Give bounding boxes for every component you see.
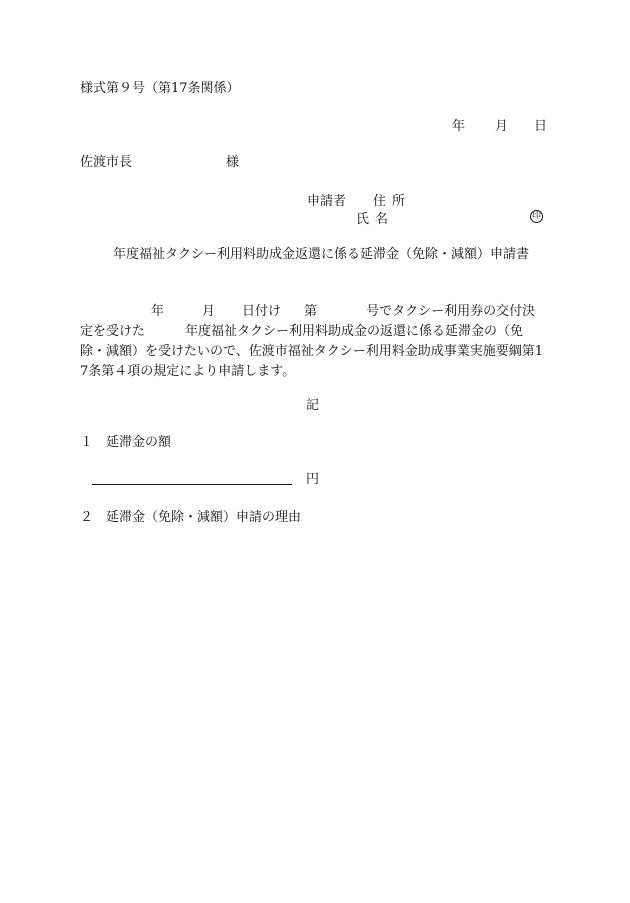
body-line-1-rest: 号でタクシー利用券の交付決 [366, 304, 536, 319]
body-line-3: 除・減額）を受けたいので、佐渡市福祉タクシー利用料金助成事業実施要綱第1 [80, 344, 544, 359]
item-2-number: ２ [80, 510, 94, 525]
body-dai-label: 第 [304, 304, 318, 319]
body-month-label: 月 [202, 304, 216, 319]
body-line-2 [80, 322, 550, 342]
date-day-label: 日 [534, 119, 548, 134]
body-line-2-start: 定を受けた [80, 324, 146, 339]
name-label: 氏名 [356, 212, 395, 227]
ki-heading: 記 [306, 398, 320, 413]
applicant-label: 申請者 [307, 194, 347, 209]
document-title: 年度福祉タクシー利用料助成金返還に係る延滞金（免除・減額）申請書 [113, 247, 530, 262]
body-line-2-rest: 年度福祉タクシー利用料助成金の返還に係る延滞金の（免 [185, 324, 524, 339]
item-2 [80, 511, 301, 524]
body-year-label: 年 [151, 304, 165, 319]
body-day-label: 日付け [242, 304, 282, 319]
body-line-1 [80, 302, 550, 322]
body-paragraph [80, 302, 550, 382]
body-line-4: 7条第４項の規定により申請します。 [80, 364, 296, 379]
seal-mark: 印 [531, 211, 541, 221]
form-number: 様式第９号（第17条関係） [80, 81, 240, 96]
addressee-honorific: 様 [226, 155, 240, 170]
amount-blank-line [92, 484, 292, 485]
item-1 [80, 436, 171, 449]
amount-unit: 円 [306, 472, 320, 487]
date-month-label: 月 [495, 119, 509, 134]
item-1-number: １ [80, 435, 94, 450]
item-2-label: 延滞金（免除・減額）申請の理由 [106, 510, 302, 525]
addressee: 佐渡市長 [80, 155, 133, 170]
date-year-label: 年 [452, 119, 466, 134]
item-1-label: 延滞金の額 [106, 435, 172, 450]
address-label: 住所 [373, 194, 412, 209]
